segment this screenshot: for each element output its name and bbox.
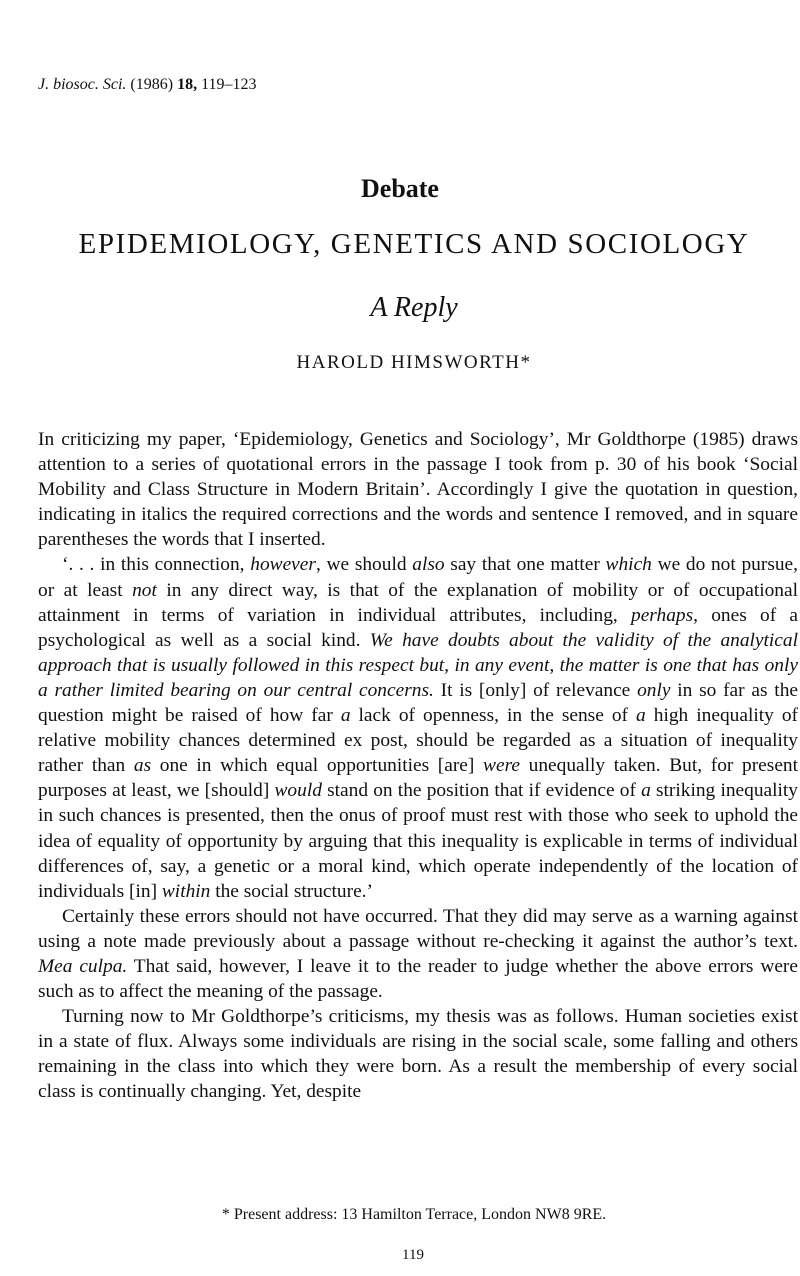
text-run: unequally taken. But, for present purposes at least, we [should] xyxy=(38,755,799,802)
italic-run: within xyxy=(161,880,211,902)
text-run: It is [only] of relevance xyxy=(433,679,638,701)
italic-run: however xyxy=(250,554,316,576)
text-run: stand on the position that if evidence of xyxy=(321,780,642,802)
journal-pages: 119–123 xyxy=(201,76,257,93)
text-run: That said, however, I leave it to the reader to judge whether the above errors were such as to affect the meaning of the passage. xyxy=(38,955,798,1003)
journal-year: (1986) xyxy=(130,76,174,93)
text-run: high inequality of relative mobility chances determined ex post, should be regarded as a situation of inequality rather than xyxy=(38,705,798,777)
italic-run: not xyxy=(132,579,157,601)
journal-citation xyxy=(38,76,256,94)
paragraph-quotation xyxy=(38,552,798,903)
text-run: lack of openness, in the sense of xyxy=(350,705,637,727)
italic-run: as xyxy=(133,755,152,777)
italic-run: a xyxy=(340,705,351,727)
italic-run: would xyxy=(274,780,322,802)
italic-run: Mea culpa. xyxy=(38,955,128,977)
text-run: ‘. . . in this connection, xyxy=(62,554,251,576)
text-run: striking inequality in such chances is presented, then the onus of proof must rest with those who seek to uphold the idea of equality of opportunity by arguing that this inequality is explicable in terms of individual differences of, say, a genetic or a moral kind, which operate independently of the location of individuals [in] xyxy=(38,780,798,902)
article-body xyxy=(38,427,798,1105)
paragraph-thesis: Turning now to Mr Goldthorpe’s criticisms, my thesis was as follows. Human societies exist in a state of flux. Always some individuals are rising in the social scale, some falling and others remaining in the class into which they were born. As a result the membership of every social class is continually changing. Yet, despite xyxy=(38,1006,798,1103)
text-run: , we should xyxy=(315,554,413,576)
text-run: , ones of a psychological as well as a social kind. xyxy=(38,604,798,651)
journal-name: J. biosoc. Sci. xyxy=(38,76,127,93)
text-run: the social structure.’ xyxy=(210,880,373,902)
italic-run: also xyxy=(412,554,445,576)
article-subtitle: A Reply xyxy=(370,292,458,323)
text-run: say that one matter xyxy=(444,554,606,576)
italic-run: a xyxy=(641,780,651,802)
journal-volume: 18, xyxy=(177,76,198,93)
text-run: in any direct way, is that of the explanation of mobility or of occupational attainment in terms of variation in individual attributes, including, xyxy=(38,579,798,626)
italic-run: a xyxy=(636,705,646,727)
italic-run: which xyxy=(605,554,652,576)
italic-run: We have doubts about the validity of the analytical approach that is usually followed in this respect but, in any event, the matter is one that has only a rather limited bearing on our central concerns. xyxy=(38,629,798,701)
paragraph-intro: In criticizing my paper, ‘Epidemiology, Genetics and Sociology’, Mr Goldthorpe (1985) draws attention to a series of quotational errors in the passage I took from p. 30 of his book ‘Social Mobility and Class Structure in Modern Britain’. Accordingly I give the quotation in question, indicating in italics the required corrections and the words and sentence I removed, and in square parentheses the words that I inserted. xyxy=(38,429,798,551)
author-name: HAROLD HIMSWORTH* xyxy=(296,352,532,373)
section-label: Debate xyxy=(361,174,439,203)
footnote-address: * Present address: 13 Hamilton Terrace, London NW8 9RE. xyxy=(221,1206,607,1223)
text-run: one in which equal opportunities [are] xyxy=(151,755,484,777)
article-title: EPIDEMIOLOGY, GENETICS AND SOCIOLOGY xyxy=(78,228,750,260)
text-run: in so far as the question might be raised of how far xyxy=(38,679,798,727)
italic-run: perhaps xyxy=(631,604,694,626)
text-run: Certainly these errors should not have occurred. That they did may serve as a warning against using a note made previously about a passage without re-checking it against the author’s text. xyxy=(38,905,798,952)
text-run: we do not pursue, or at least xyxy=(38,554,799,601)
italic-run: were xyxy=(483,755,521,777)
paragraph-mea-culpa xyxy=(38,904,798,1004)
italic-run: only xyxy=(637,679,671,701)
page-number: 119 xyxy=(402,1247,424,1263)
